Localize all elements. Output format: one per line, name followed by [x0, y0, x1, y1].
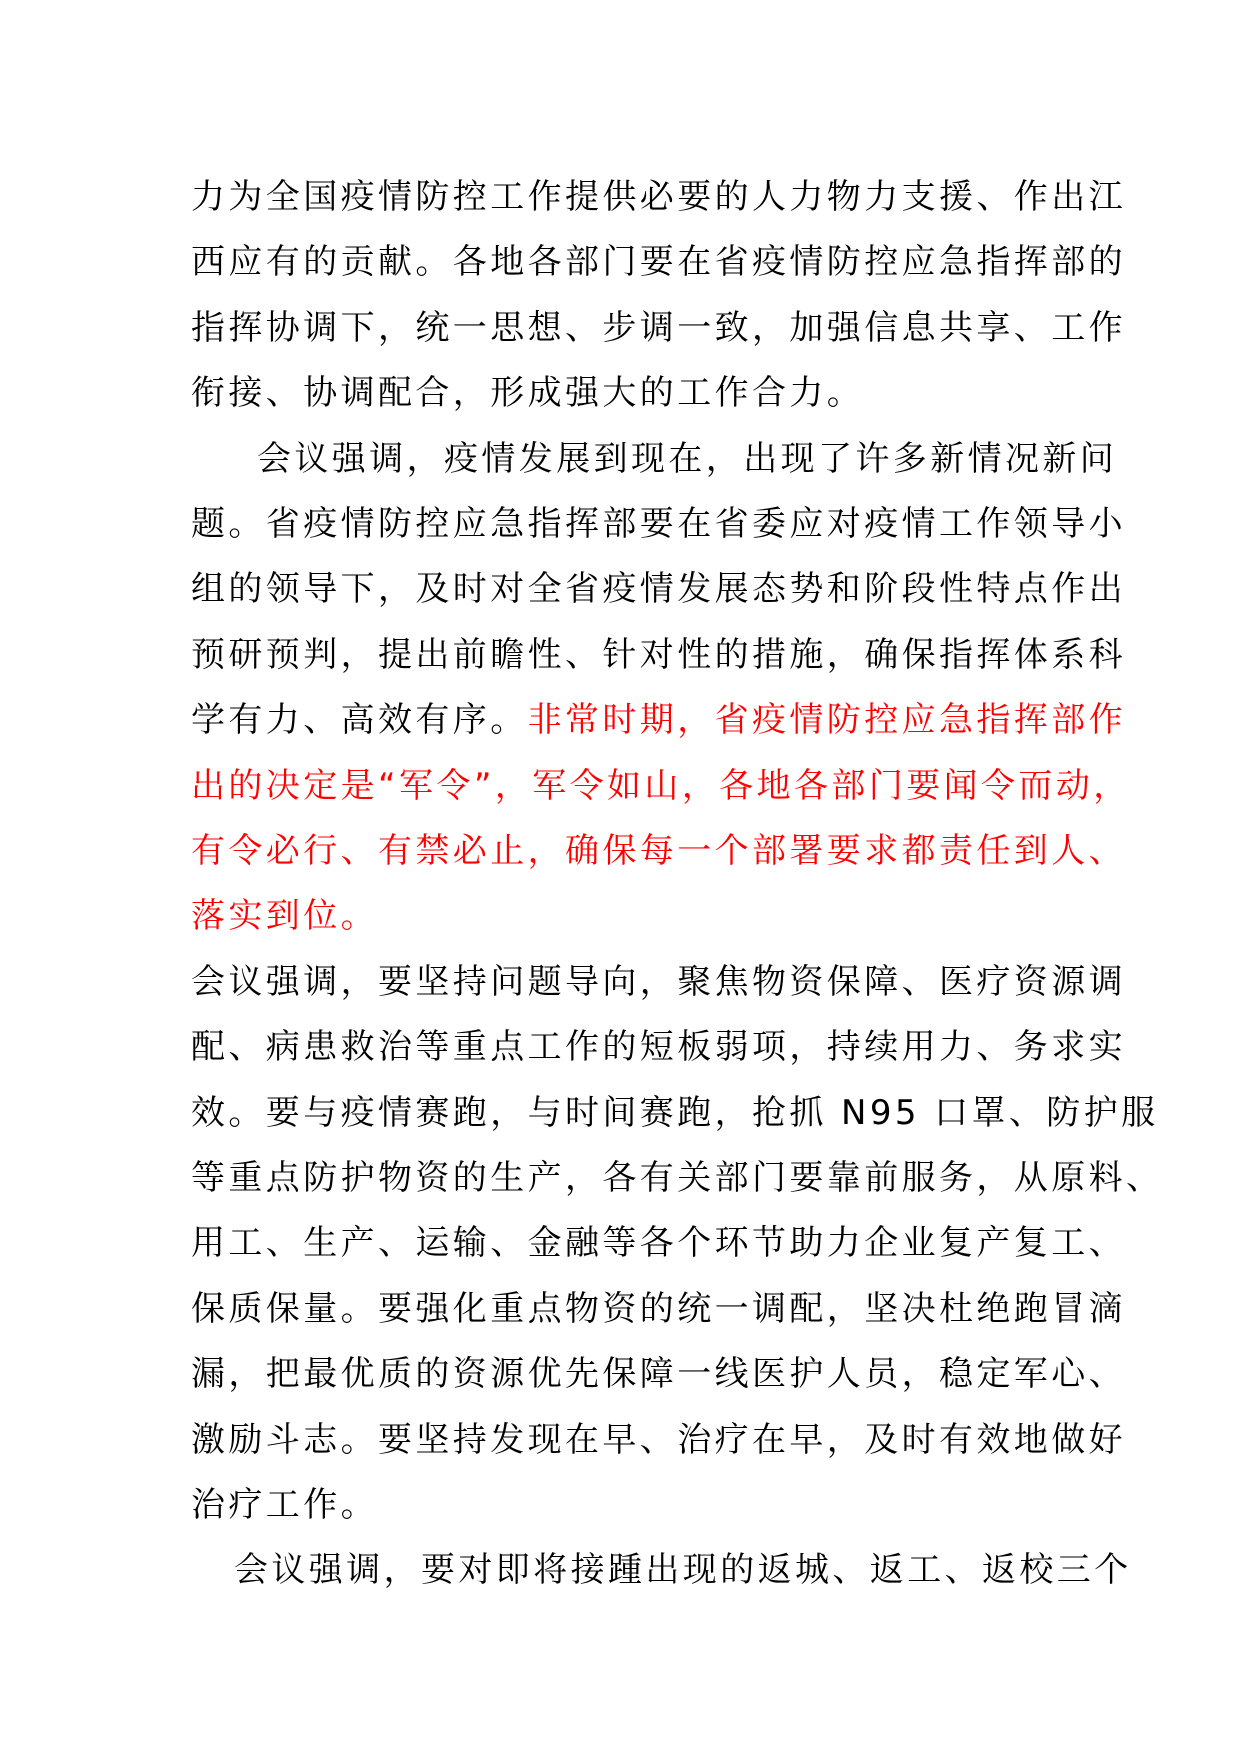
text-line — [191, 622, 1126, 688]
text-line — [191, 1472, 378, 1538]
text-line — [191, 1407, 1126, 1473]
text-line — [191, 164, 1126, 230]
body-text: 题。省疫情防控应急指挥部要在省委应对疫情工作领导小 — [191, 504, 1126, 544]
text-line — [191, 818, 1126, 884]
text-line — [191, 1341, 1126, 1407]
text-line — [191, 491, 1126, 557]
body-text: 用工、生产、运输、金融等各个环节助力企业复产复工、 — [191, 1223, 1126, 1264]
body-text: 衔接、协调配合，形成强大的工作合力。 — [191, 373, 865, 414]
body-text: 学有力、高效有序。 — [191, 700, 528, 741]
body-text: 西应有的贡献。各地各部门要在省疫情防控应急指挥部的 — [191, 242, 1126, 283]
body-text: 激励斗志。要坚持发现在早、治疗在早，及时有效地做好 — [191, 1419, 1126, 1460]
highlighted-text: 出的决定是“军令”，军令如山，各地各部门要闻令而动， — [191, 765, 1131, 806]
body-text: 配、病患救治等重点工作的短板弱项，持续用力、务求实 — [191, 1027, 1126, 1068]
text-line — [191, 1210, 1126, 1276]
body-text: 组的领导下，及时对全省疫情发展态势和阶段性特点作出 — [191, 569, 1126, 610]
text-line — [191, 556, 1126, 622]
highlighted-text: 落实到位。 — [191, 896, 378, 937]
body-text: 会议强调，疫情发展到现在，出现了许多新情况新问 — [257, 438, 1118, 479]
text-line — [191, 753, 1131, 819]
text-line — [191, 949, 1126, 1015]
text-line — [191, 883, 378, 949]
body-text: 效。要与疫情赛跑，与时间赛跑，抢抓 N95 口罩、防护服 — [191, 1092, 1159, 1133]
text-line — [191, 1276, 1126, 1342]
text-line — [234, 1537, 1132, 1603]
text-line — [191, 1080, 1159, 1146]
highlighted-text: 非常时期，省疫情防控应急指挥部作 — [527, 700, 1127, 741]
body-text: 等重点防护物资的生产，各有关部门要靠前服务，从原料、 — [191, 1158, 1164, 1198]
body-text: 指挥协调下，统一思想、步调一致，加强信息共享、工作 — [191, 307, 1126, 348]
highlighted-text: 有令必行、有禁必止，确保每一个部署要求都责任到人、 — [191, 831, 1126, 871]
body-text: 会议强调，要坚持问题导向，聚焦物资保障、医疗资源调 — [191, 961, 1126, 1002]
body-text: 力为全国疫情防控工作提供必要的人力物力支援、作出江 — [191, 177, 1126, 217]
text-line — [191, 295, 1126, 361]
text-line — [191, 360, 864, 426]
text-line — [257, 426, 1117, 492]
text-line — [191, 1145, 1163, 1211]
body-text: 保质保量。要强化重点物资的统一调配，坚决杜绝跑冒滴 — [191, 1288, 1126, 1329]
body-text: 会议强调，要对即将接踵出现的返城、返工、返校三个 — [234, 1550, 1132, 1591]
body-text: 漏，把最优质的资源优先保障一线医护人员，稳定军心、 — [191, 1354, 1126, 1395]
body-text: 治疗工作。 — [191, 1485, 378, 1525]
text-line — [191, 229, 1126, 295]
text-line — [191, 687, 1126, 753]
text-line — [191, 1014, 1126, 1080]
body-text: 预研预判，提出前瞻性、针对性的措施，确保指挥体系科 — [191, 634, 1126, 675]
